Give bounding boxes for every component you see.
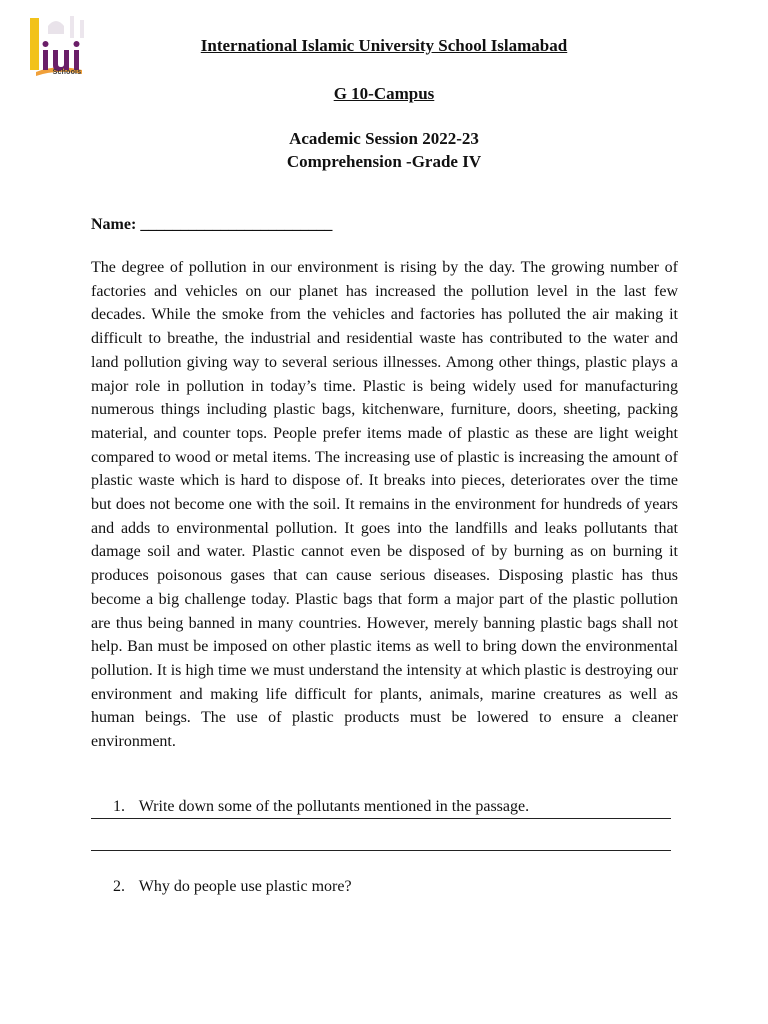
comprehension-passage: The degree of pollution in our environment is rising by the day. The growing number of factories and vehicles on our planet has increased the pollution level in the last few decades. While the smoke from the vehicles and factories has polluted the air making it difficult to breathe, the industrial and residential waste has contributed to the water and land pollution giving way to several serious illnesses. Among other things, plastic plays a major role in pollution in today’s time. Plastic is being widely used for manufacturing numerous things including plastic bags, kitchenware, furniture, doors, sheeting, packing material, and counter tops. People prefer items made of plastic as these are light weight compared to wood or metal items. The increasing use of plastic is increasing the amount of plastic waste which is hard to dispose of. It breaks into pieces, deteriorates over the time but does not become one with the soil. It remains in the environment for hundreds of years and adds to environmental pollution. It goes into the landfills and leaks pollutants that damage soil and water. Plastic cannot even be disposed of by burning as on burning it produces poisonous gases that can cause serious diseases. Disposing plastic has thus become a big challenge today. Plastic bags that form a major part of the plastic pollution are thus being banned in many countries. However, merely banning plastic bags shall not help. Ban must be imposed on other plastic items as well to bring down the environmental pollution. It is high time we must understand the intensity at which plastic is destroying our environment and making life difficult for plants, animals, marine creatures as well as human beings. The use of plastic products must be lowered to ensure a cleaner environment. <box>91 259 678 751</box>
name-field[interactable] <box>91 215 332 235</box>
question-2 <box>113 877 352 897</box>
answer-line[interactable] <box>91 850 671 851</box>
question-number: 2. <box>113 878 125 895</box>
question-text: Why do people use plastic more? <box>138 878 352 895</box>
campus-title: G 10-Campus <box>333 84 435 103</box>
question-number: 1. <box>113 798 125 815</box>
subject-title: Comprehension -Grade IV <box>286 152 482 171</box>
question-1 <box>113 797 529 817</box>
school-title: International Islamic University School Islamabad <box>200 36 568 55</box>
session-title: Academic Session 2022-23 <box>289 129 479 148</box>
logo-caption: Schools <box>52 69 82 76</box>
name-label: Name: <box>91 216 137 233</box>
answer-line[interactable] <box>91 818 671 819</box>
name-blank[interactable]: ________________________ <box>140 216 333 233</box>
question-text: Write down some of the pollutants mentioned in the passage. <box>138 798 530 815</box>
